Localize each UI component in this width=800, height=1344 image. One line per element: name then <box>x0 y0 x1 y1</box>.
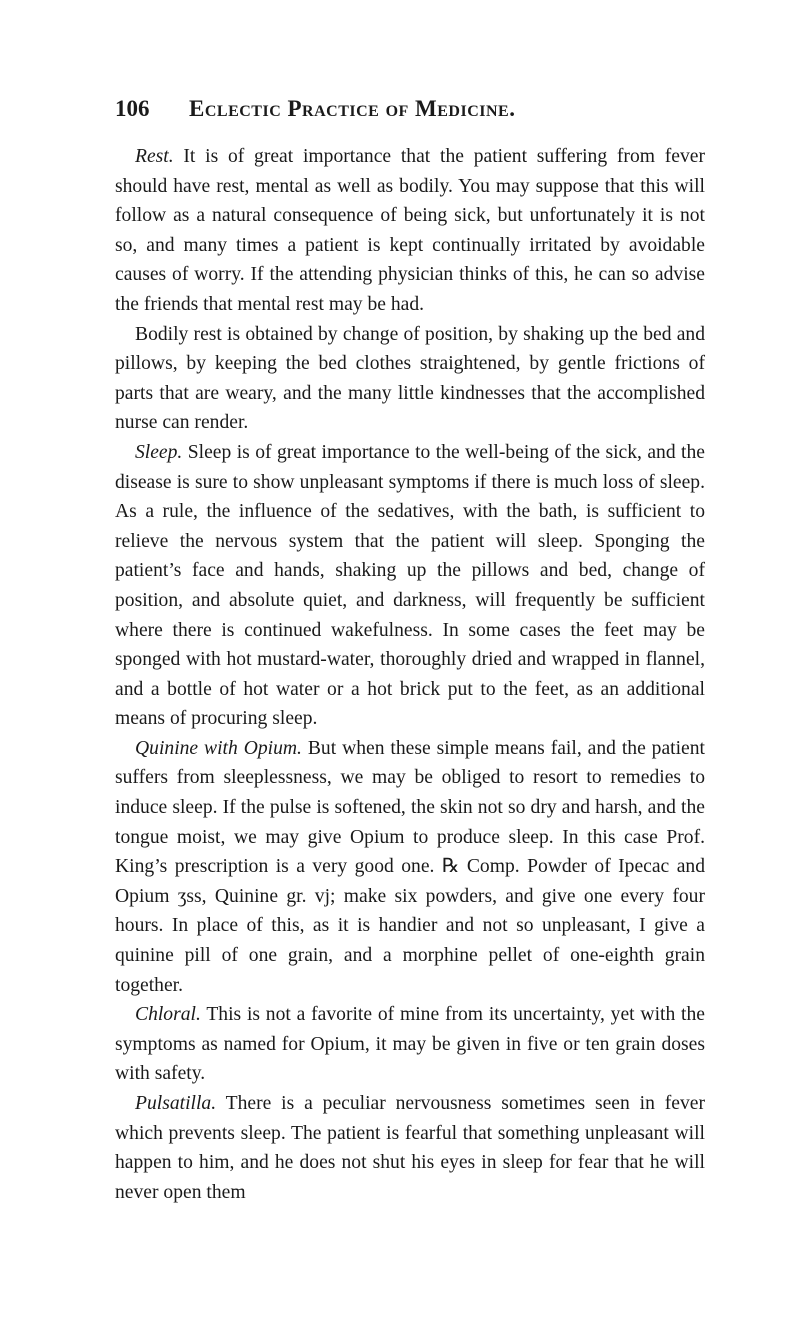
paragraph-text: This is not a favorite of mine from its uncertainty, yet with the symptoms as named for Opium, it may be given in five or ten grain doses with safety. <box>115 1004 705 1085</box>
paragraph-heading: Rest. <box>135 146 174 167</box>
paragraph-text: Bodily rest is obtained by change of position, by shaking up the bed and pillows, by keeping the bed clothes straightened, by gentle frictions of parts that are weary, and the many little kindnesses that the accomplished nurse can render. <box>115 323 705 434</box>
book-page <box>115 96 705 1207</box>
paragraph-sleep <box>115 438 705 734</box>
paragraph-heading: Sleep. <box>135 441 183 463</box>
paragraph-heading: Quinine with Opium. <box>135 737 302 759</box>
paragraph-rest <box>115 142 705 320</box>
paragraph-text: Sleep is of great importance to the well-being of the sick, and the disease is sure to show unpleasant symptoms if there is much loss of sleep. As a rule, the influence of the sedatives, with the bath, is sufficient to relieve the nervous system that the patient will sleep. Sponging the patient’s face and hands, shaking up the pillows and bed, change of position, and absolute quiet, and darkness, will frequently be sufficient where there is continued wakefulness. In some cases the feet may be sponged with hot mustard-water, thoroughly dried and wrapped in flannel, and a bottle of hot water or a hot brick put to the feet, as an additional means of procuring sleep. <box>115 441 705 730</box>
paragraph-chloral <box>115 1000 705 1089</box>
paragraph-quinine-with-opium <box>115 734 705 1000</box>
paragraph-text: There is a peculiar nervousness sometimes seen in fever which prevents sleep. The patient is fearful that something unpleasant will happen to him, and he does not shut his eyes in sleep for fear that he will never open them <box>115 1093 705 1203</box>
paragraph-text: But when these simple means fail, and the patient suffers from sleeplessness, we may be obliged to resort to remedies to induce sleep. If the pulse is softened, the skin not so dry and harsh, and the tongue moist, we may give Opium to produce sleep. In this case Prof. King’s prescription is a very good one. ℞ Comp. Powder of Ipecac and Opium ʒss, Quinine gr. vj; make six powders, and give one every four hours. In place of this, as it is handier and not so unpleasant, I give a quinine pill of one grain, and a morphine pellet of one-eighth grain together. <box>115 737 705 996</box>
running-head: Eclectic Practice of Medicine. <box>189 96 516 121</box>
paragraph-heading: Pulsatilla. <box>135 1093 217 1114</box>
paragraph-bodily-rest <box>115 320 705 438</box>
paragraph-text: It is of great importance that the patient suffering from fever should have rest, mental as well as bodily. You may suppose that this will follow as a natural consequence of being sick, but unfortunately it is not so, and many times a patient is kept continually irritated by avoidable causes of worry. If the attending physician thinks of this, he can so advise the friends that mental rest may be had. <box>115 146 705 315</box>
page-header <box>115 96 705 122</box>
page-number: 106 <box>115 96 150 121</box>
paragraph-pulsatilla <box>115 1089 705 1207</box>
body-text <box>115 142 705 1207</box>
paragraph-heading: Chloral. <box>135 1004 201 1026</box>
